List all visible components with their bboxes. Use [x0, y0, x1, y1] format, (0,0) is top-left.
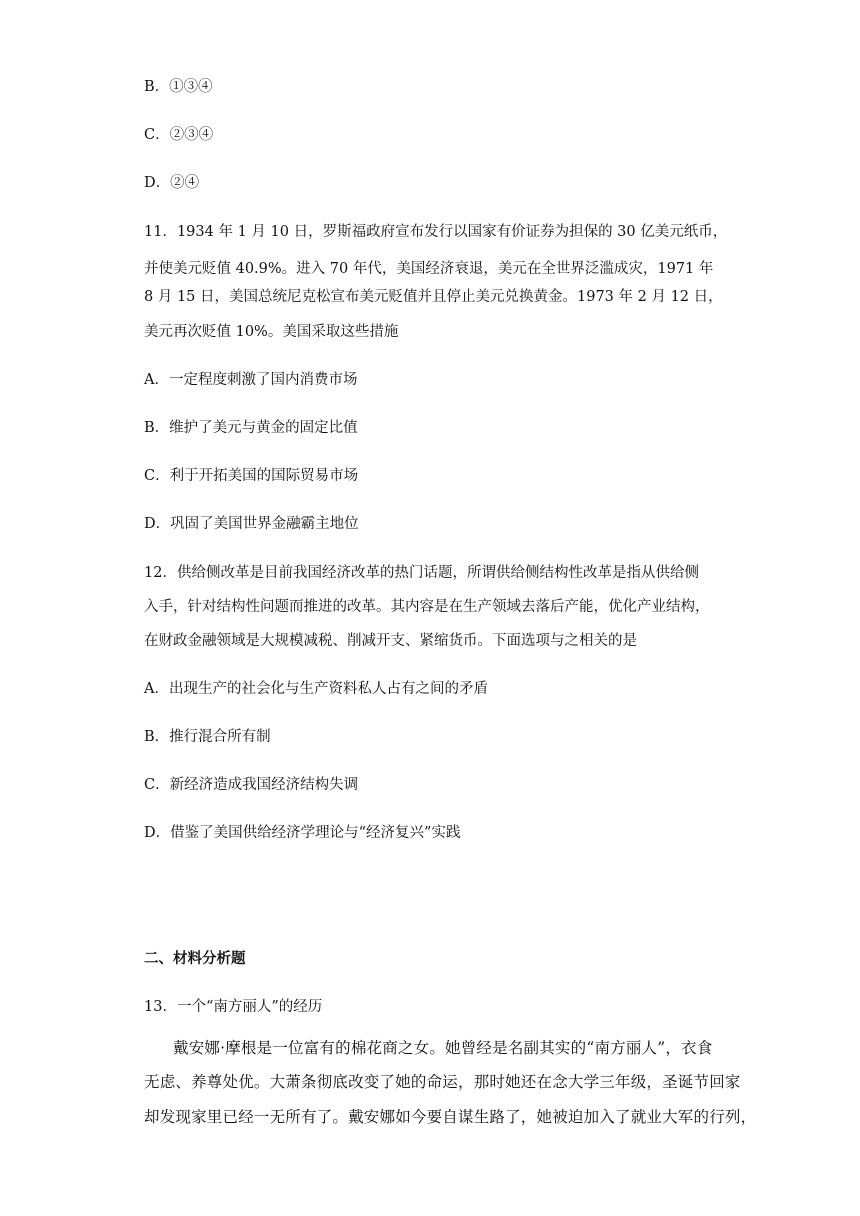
option-c: C．②③④	[144, 127, 214, 143]
q12-stem-line: 12．供给侧改革是目前我国经济改革的热门话题，所谓供给侧结构性改革是指从供给侧	[144, 565, 699, 581]
q13-passage-line: 戴安娜·摩根是一位富有的棉花商之女。她曾经是名副其实的“南方丽人”，衣食	[173, 1039, 713, 1057]
q11-option-c: C．利于开拓美国的国际贸易市场	[144, 468, 359, 484]
q11-option-d: D．巩固了美国世界金融霸主地位	[144, 516, 359, 532]
q11-stem-line: 11．1934 年 1 月 10 日，罗斯福政府宣布发行以国家有价证券为担保的 30 亿美元纸币，	[144, 224, 728, 240]
section-heading: 二、材料分析题	[144, 950, 246, 967]
q12-stem-line: 在财政金融领域是大规模减税、削减开支、紧缩货币。下面选项与之相关的是	[144, 633, 637, 649]
q11-stem-line: 8 月 15 日，美国总统尼克松宣布美元贬值并且停止美元兑换黄金。1973 年 2 月 12 日，	[144, 289, 723, 305]
q13-passage-line: 却发现家里已经一无所有了。戴安娜如今要自谋生路了，她被迫加入了就业大军的行列，	[144, 1108, 757, 1126]
q11-stem-line: 并使美元贬值 40.9%。进入 70 年代，美国经济衰退，美元在全世界泛滥成灾，1971 年	[144, 261, 714, 277]
q12-option-a: A．出现生产的社会化与生产资料私人占有之间的矛盾	[144, 681, 488, 697]
q12-stem-line: 入手，针对结构性问题而推进的改革。其内容是在生产领域去落后产能，优化产业结构，	[144, 599, 710, 615]
q11-stem-line: 美元再次贬值 10%。美国采取这些措施	[144, 324, 399, 340]
q12-option-d: D．借鉴了美国供给经济学理论与“经济复兴”实践	[144, 825, 461, 841]
q12-option-b: B．推行混合所有制	[144, 729, 271, 745]
q13-passage-line: 无虑、养尊处优。大萧条彻底改变了她的命运，那时她还在念大学三年级，圣诞节回家	[144, 1073, 741, 1091]
option-b: B．①③④	[144, 79, 213, 95]
q11-option-b: B．维护了美元与黄金的固定比值	[144, 420, 358, 436]
q11-option-a: A．一定程度刺激了国内消费市场	[144, 372, 358, 388]
q12-option-c: C．新经济造成我国经济结构失调	[144, 777, 359, 793]
option-d: D．②④	[144, 175, 200, 191]
q13-stem: 13．一个“南方丽人”的经历	[144, 999, 323, 1015]
